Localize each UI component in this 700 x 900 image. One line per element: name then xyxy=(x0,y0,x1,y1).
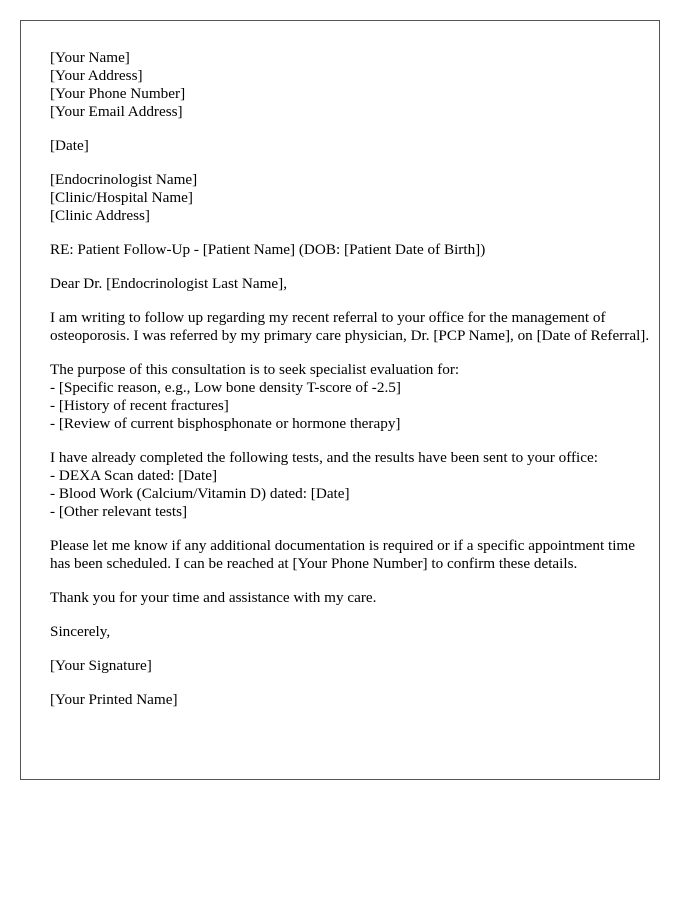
tests-item: - [Other relevant tests] xyxy=(50,503,188,520)
signature-text: [Your Signature] xyxy=(50,657,152,674)
thanks-text: Thank you for your time and assistance with my care. xyxy=(50,589,377,606)
intro-text: I am writing to follow up regarding my recent referral to your office for the management of osteoporosis. I was referred by my primary care physician, Dr. [PCP Name], on [Date of Referral]. xyxy=(50,309,650,344)
tests-block xyxy=(50,449,650,521)
sender-block xyxy=(50,49,650,121)
recipient-address: [Clinic Address] xyxy=(50,207,150,224)
recipient-block xyxy=(50,171,650,225)
signature-block xyxy=(50,657,650,675)
salutation: Dear Dr. [Endocrinologist Last Name], xyxy=(50,275,288,292)
purpose-item: - [Specific reason, e.g., Low bone density T-score of -2.5] xyxy=(50,379,401,396)
request-text: Please let me know if any additional documentation is required or if a specific appointment time has been scheduled. I can be reached at [Your Phone Number] to confirm these details. xyxy=(50,537,635,572)
closing-block xyxy=(50,623,650,641)
letter-body xyxy=(50,49,650,725)
printed-name-block xyxy=(50,691,650,709)
sender-phone: [Your Phone Number] xyxy=(50,85,186,102)
letter-date: [Date] xyxy=(50,137,89,154)
sender-email: [Your Email Address] xyxy=(50,103,183,120)
purpose-item: - [History of recent fractures] xyxy=(50,397,229,414)
sender-name: [Your Name] xyxy=(50,49,130,66)
letter-frame xyxy=(20,20,660,780)
purpose-item: - [Review of current bisphosphonate or hormone therapy] xyxy=(50,415,401,432)
closing-text: Sincerely, xyxy=(50,623,111,640)
purpose-block xyxy=(50,361,650,433)
tests-item: - DEXA Scan dated: [Date] xyxy=(50,467,218,484)
printed-name-text: [Your Printed Name] xyxy=(50,691,178,708)
request-paragraph xyxy=(50,537,650,573)
salutation-block xyxy=(50,275,650,293)
thanks-block xyxy=(50,589,650,607)
date-block xyxy=(50,137,650,155)
recipient-name: [Endocrinologist Name] xyxy=(50,171,198,188)
intro-paragraph xyxy=(50,309,650,345)
sender-address: [Your Address] xyxy=(50,67,143,84)
recipient-clinic: [Clinic/Hospital Name] xyxy=(50,189,193,206)
subject-line: RE: Patient Follow-Up - [Patient Name] (DOB: [Patient Date of Birth]) xyxy=(50,241,486,258)
tests-heading: I have already completed the following tests, and the results have been sent to your office: xyxy=(50,449,598,466)
tests-item: - Blood Work (Calcium/Vitamin D) dated: [Date] xyxy=(50,485,350,502)
purpose-heading: The purpose of this consultation is to seek specialist evaluation for: xyxy=(50,361,460,378)
subject-block xyxy=(50,241,650,259)
